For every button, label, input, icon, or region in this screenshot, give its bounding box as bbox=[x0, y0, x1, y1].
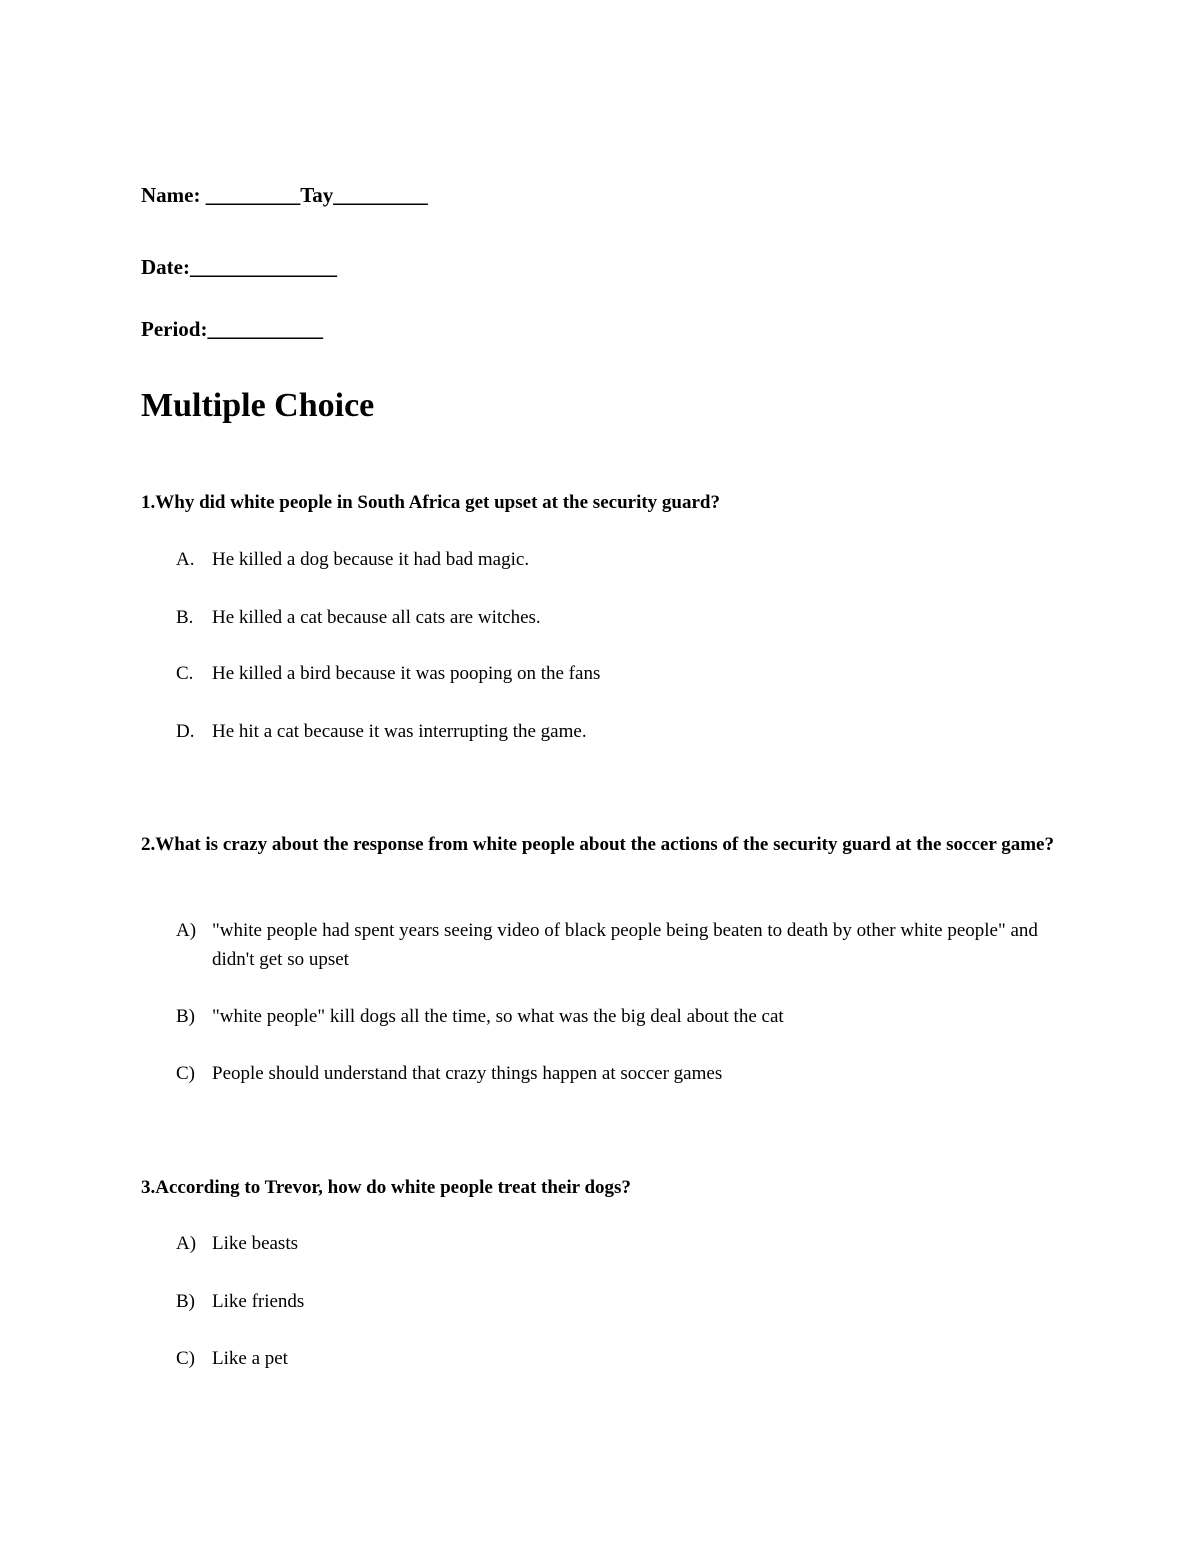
option-letter: A. bbox=[176, 549, 195, 570]
date-field: Date:______________ bbox=[141, 255, 337, 279]
question-1-option-b bbox=[176, 603, 1056, 632]
question-2-option-b bbox=[176, 1002, 1056, 1031]
option-text: He killed a bird because it was pooping on the fans bbox=[212, 663, 601, 684]
section-title: Multiple Choice bbox=[141, 387, 375, 424]
question-2: 2.What is crazy about the response from white people about the actions of the security guard at the soccer game? bbox=[141, 834, 1054, 855]
option-letter: A) bbox=[176, 920, 197, 941]
option-text: Like beasts bbox=[212, 1233, 299, 1254]
option-text: Like a pet bbox=[212, 1348, 288, 1369]
option-letter: C. bbox=[176, 663, 194, 684]
question-3-option-c bbox=[176, 1344, 1056, 1373]
option-text: He killed a cat because all cats are witches. bbox=[212, 607, 541, 628]
question-3-option-a bbox=[176, 1229, 1056, 1258]
question-2-option-a bbox=[176, 916, 1056, 974]
question-1-option-a bbox=[176, 545, 1056, 574]
question-2-option-c bbox=[176, 1059, 1056, 1088]
option-letter: A) bbox=[176, 1233, 197, 1254]
question-3-option-b bbox=[176, 1287, 1056, 1316]
option-text: "white people" kill dogs all the time, so what was the big deal about the cat bbox=[212, 1006, 784, 1027]
period-field: Period:___________ bbox=[141, 317, 323, 341]
option-text: He hit a cat because it was interrupting the game. bbox=[212, 721, 587, 742]
name-field: Name: _________Tay_________ bbox=[141, 183, 428, 207]
option-letter: C) bbox=[176, 1348, 195, 1369]
question-1-option-c bbox=[176, 659, 1056, 688]
question-3: 3.According to Trevor, how do white people treat their dogs? bbox=[141, 1177, 631, 1198]
question-1-option-d bbox=[176, 717, 1056, 746]
option-letter: C) bbox=[176, 1063, 195, 1084]
option-letter: B) bbox=[176, 1006, 195, 1027]
option-letter: D. bbox=[176, 721, 195, 742]
option-letter: B) bbox=[176, 1291, 195, 1312]
question-1: 1.Why did white people in South Africa get upset at the security guard? bbox=[141, 492, 720, 513]
option-letter: B. bbox=[176, 607, 194, 628]
option-text: People should understand that crazy things happen at soccer games bbox=[212, 1063, 723, 1084]
option-text: "white people had spent years seeing video of black people being beaten to death by other white people" and didn't get so upset bbox=[212, 920, 1038, 970]
option-text: Like friends bbox=[212, 1291, 305, 1312]
option-text: He killed a dog because it had bad magic. bbox=[212, 549, 530, 570]
